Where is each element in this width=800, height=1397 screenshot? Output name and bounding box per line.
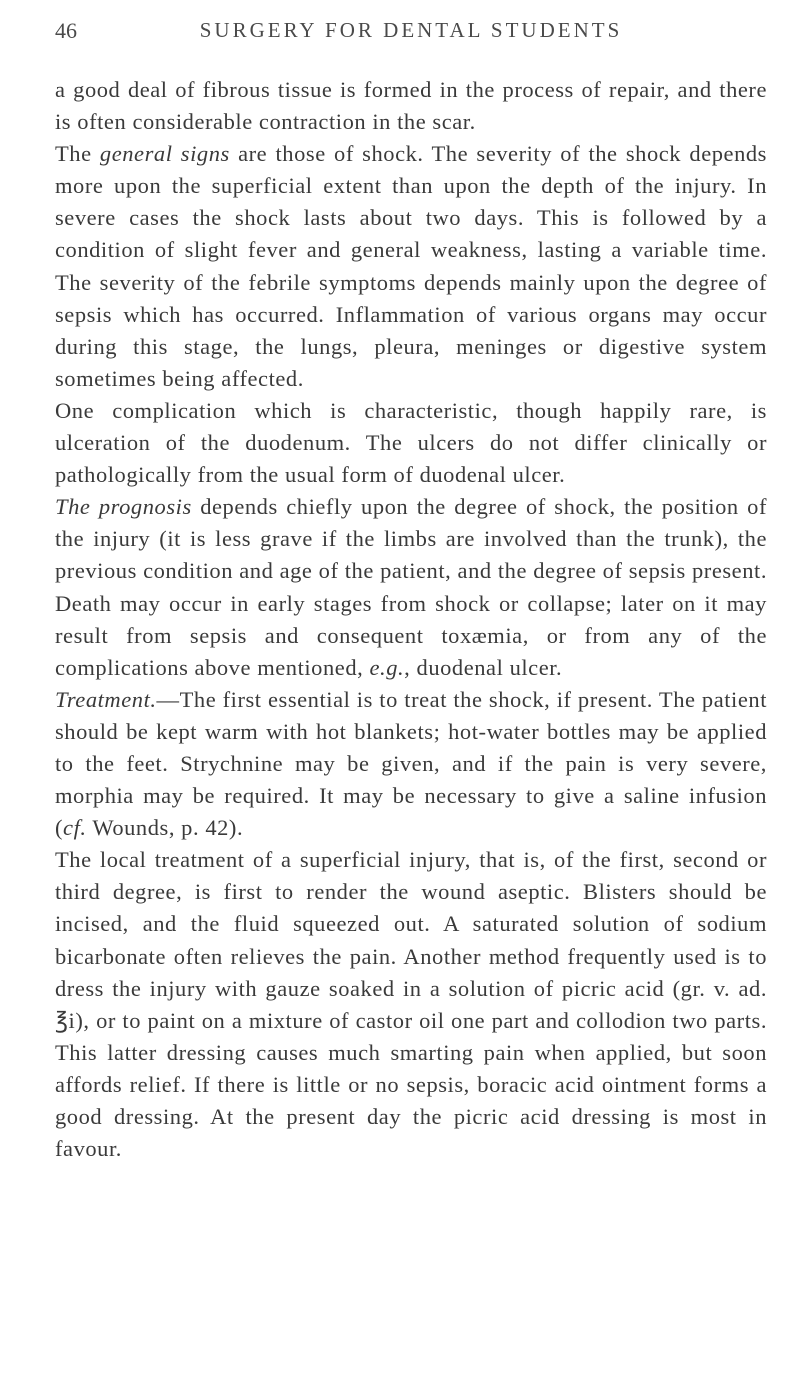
paragraph [55, 74, 767, 138]
text-run: The [55, 141, 100, 167]
paragraph [55, 395, 767, 491]
book-page [55, 14, 767, 1165]
italic-text-run: Treatment. [55, 686, 157, 712]
text-run: Wounds, p. 42). [86, 815, 244, 841]
italic-text-run: e.g. [369, 654, 405, 680]
italic-text-run: general signs [99, 141, 230, 167]
paragraph [55, 138, 767, 395]
text-run: —The first essential is to treat the shock, if present. The patient should be kept warm with hot blankets; hot-water bottles may be applied to the feet. Strychnine may be given, and if the pain is very severe, morphia may be required. It may be necessary to give a saline infusion ( [55, 686, 767, 841]
paragraph [55, 491, 767, 684]
paragraph [55, 844, 767, 1165]
text-run: , duodenal ulcer. [404, 654, 563, 680]
text-run: The local treatment of a superficial injury, that is, of the first, second or third degree, is first to render the wound aseptic. Blisters should be incised, and the fluid squeezed out. A saturated solution of sodium bicarbonate often relieves the pain. Another method frequently used is to dress the injury with gauze soaked in a solution of picric acid (gr. v. ad. ℥i), or to paint on a mixture of castor oil one part and collodion two parts. This latter dressing causes much smarting pain when applied, but soon affords relief. If there is little or no sepsis, boracic acid ointment forms a good dressing. At the present day the picric acid dressing is most in favour. [55, 847, 767, 1162]
text-run: depends chiefly upon the degree of shock, the position of the injury (it is less grave if the limbs are involved than the trunk), the previous condition and age of the patient, and the degree of sepsis present. Death may occur in early stages from shock or collapse; later on it may result from sepsis and consequent toxæmia, or from any of the complications above mentioned, [55, 494, 767, 680]
italic-text-run: cf. [63, 815, 87, 841]
running-title: SURGERY FOR DENTAL STUDENTS [199, 18, 623, 42]
body-text [55, 74, 767, 1165]
running-head [55, 14, 767, 50]
text-run: a good deal of fibrous tissue is formed in the process of repair, and there is often considerable contraction in the scar. [55, 77, 767, 135]
italic-text-run: The prognosis [55, 494, 192, 520]
page-number: 46 [55, 18, 77, 43]
text-run: One complication which is characteristic, though happily rare, is ulceration of the duodenum. The ulcers do not differ clinically or pathologically from the usual form of duodenal ulcer. [55, 397, 767, 488]
text-run: are those of shock. The severity of the shock depends more upon the superficial extent than upon the depth of the injury. In severe cases the shock lasts about two days. This is followed by a condition of slight fever and general weakness, lasting a variable time. The severity of the febrile symptoms depends mainly upon the degree of sepsis which has occurred. Inflammation of various organs may occur during this stage, the lungs, pleura, meninges or digestive system sometimes being affected. [55, 141, 767, 391]
paragraph [55, 684, 767, 844]
